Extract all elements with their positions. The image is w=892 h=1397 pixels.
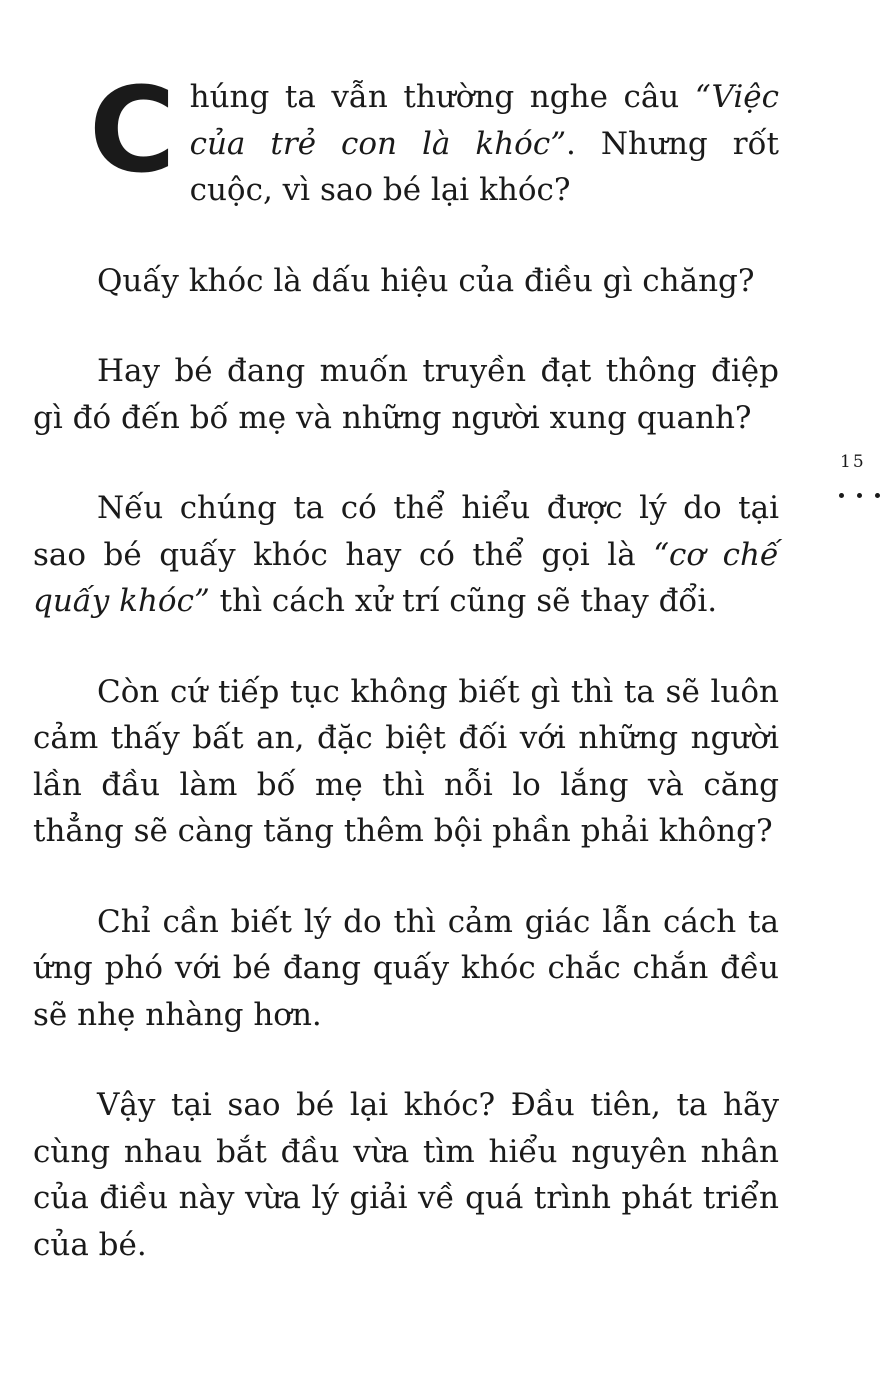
text-segment: . Nhưng rốt cuộc, vì sao bé lại khóc? <box>189 125 780 208</box>
text-segment: Còn cứ tiếp tục không biết gì thì ta sẽ luôn cảm thấy bất an, đặc biệt đối với những người lần đầu làm bố mẹ thì nỗi lo lắng và căng thẳng sẽ càng tăng thêm bội phần phải không? <box>33 673 779 849</box>
paragraph-7 <box>33 1082 779 1268</box>
body-text <box>33 61 780 1312</box>
paragraph-5 <box>33 669 779 855</box>
text-segment: Hay bé đang muốn truyền đạt thông điệp gì đó đến bố mẹ và những người xung quanh? <box>33 353 779 436</box>
page-dots-ornament <box>835 493 885 501</box>
italic-quote: “Việc của trẻ con là khóc” <box>189 79 779 162</box>
paragraph-1 <box>33 61 780 214</box>
page-number: 15 <box>840 452 866 472</box>
text-segment: Chỉ cần biết lý do thì cảm giác lẫn cách ta ứng phó với bé đang quấy khóc chắc chắn đều sẽ nhẹ nhàng hơn. <box>33 903 779 1033</box>
paragraph-3 <box>33 348 779 441</box>
text-segment: húng ta vẫn thường nghe câu <box>189 79 695 115</box>
text-segment: Nếu chúng ta có thể hiểu được lý do tại sao bé quấy khóc hay có thể gọi là <box>33 490 779 573</box>
paragraph-2 <box>33 258 779 305</box>
text-segment: Quấy khóc là dấu hiệu của điều gì chăng? <box>97 262 755 299</box>
ornament-dot <box>857 493 862 498</box>
italic-quote: “cơ chế quấy khóc” <box>33 536 779 619</box>
ornament-dot <box>839 493 844 498</box>
ornament-dot <box>875 493 880 498</box>
paragraph-6 <box>33 899 779 1039</box>
drop-cap: C <box>89 61 176 199</box>
text-segment: Vậy tại sao bé lại khóc? Đầu tiên, ta hãy cùng nhau bắt đầu vừa tìm hiểu nguyên nhân của điều này vừa lý giải về quá trình phát triển của bé. <box>33 1087 779 1263</box>
paragraph-4 <box>33 485 779 625</box>
text-segment: thì cách xử trí cũng sẽ thay đổi. <box>209 583 718 619</box>
